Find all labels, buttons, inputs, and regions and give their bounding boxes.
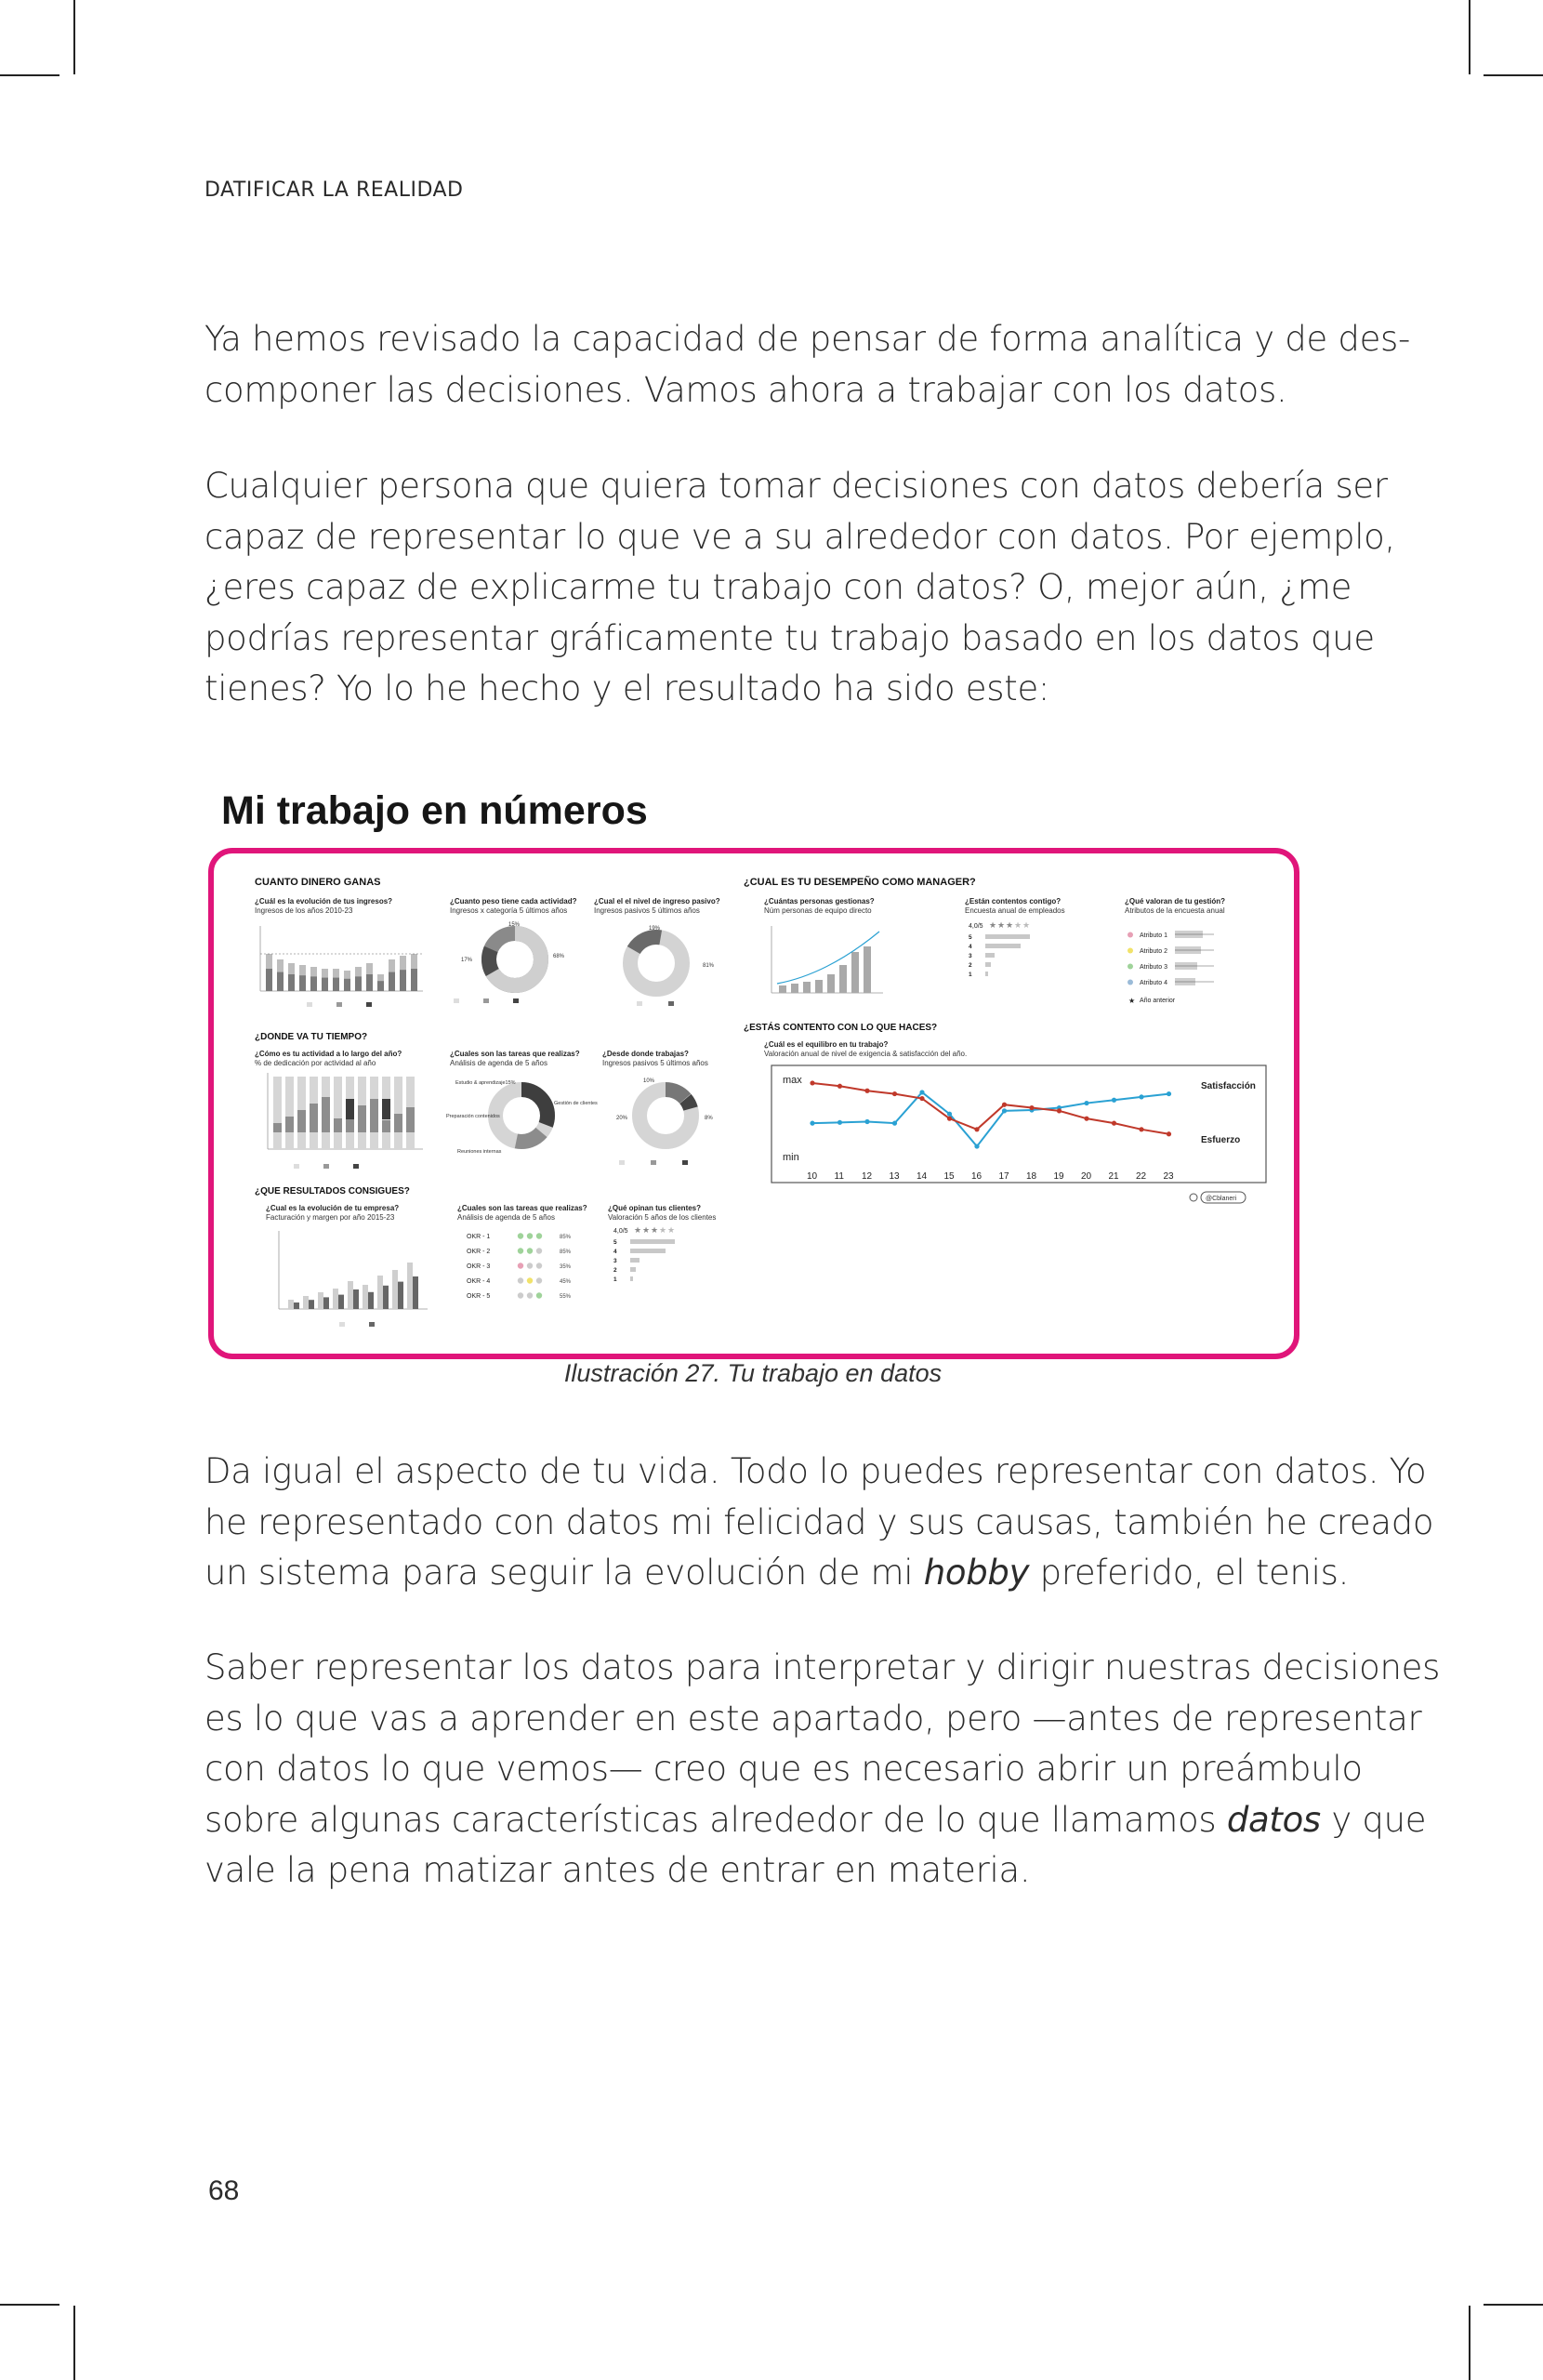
watermark-text: @Cblaneri [1206, 1196, 1237, 1202]
data-point [892, 1091, 897, 1096]
y-max-label: max [783, 1075, 802, 1086]
section-time-heading: ¿DONDE VA TU TIEMPO? [255, 1032, 368, 1042]
text-line: he representado con datos mi felicidad y sus causas, también he creado [204, 1501, 1434, 1542]
income-bar [310, 976, 317, 991]
data-point [1002, 1103, 1007, 1107]
attribute-dot [1128, 948, 1133, 954]
stacked-bar [285, 1077, 294, 1149]
text-segment: un sistema para seguir la evolución de mi [204, 1553, 924, 1593]
paragraph-4 [204, 1643, 1441, 1897]
text-line: capaz de representar lo que ve a su alrededor con datos. Por ejemplo, [204, 516, 1395, 557]
okr-dot [527, 1292, 533, 1298]
time-q3: ¿Desde donde trabajas? [602, 1050, 689, 1058]
data-point [974, 1127, 979, 1131]
okr-dot [527, 1248, 533, 1253]
okr-dot [527, 1233, 533, 1238]
paragraph-2 [204, 461, 1395, 715]
x-tick-label: 20 [1081, 1171, 1092, 1182]
x-tick-label: 14 [917, 1171, 928, 1182]
time-q2: ¿Cuales son las tareas que realizas? [450, 1050, 580, 1058]
stacked-bar [273, 1123, 282, 1132]
money-q1: ¿Cuál es la evolución de tus ingresos? [255, 897, 393, 906]
margin-bar [398, 1282, 403, 1309]
figure-caption: Ilustración 27. Tu trabajo en datos [563, 1359, 943, 1387]
running-header: DATIFICAR LA REALIDAD [204, 178, 464, 202]
rating-row-label: 3 [969, 953, 972, 959]
okr-value: 55% [560, 1294, 572, 1300]
x-tick-label: 11 [834, 1171, 844, 1182]
data-point [1002, 1108, 1007, 1113]
revenue-bar [303, 1296, 309, 1309]
results-q1-sub: Facturación y margen por año 2015-23 [266, 1213, 395, 1222]
star-icon: ★ [1022, 920, 1031, 930]
okr-value: 85% [560, 1235, 572, 1240]
section-manager-heading: ¿CUAL ES TU DESEMPEÑO COMO MANAGER? [744, 877, 976, 888]
okr-value: 35% [560, 1264, 572, 1270]
text-segment: preferido, el tenis. [1029, 1553, 1350, 1593]
data-point [864, 1089, 869, 1093]
results-q3-sub: Valoración 5 años de los clientes [608, 1213, 717, 1222]
star-icon: ★ [651, 1225, 659, 1235]
money-q2: ¿Cuanto peso tiene cada actividad? [450, 897, 577, 906]
star-icon: ★ [659, 1225, 667, 1235]
text-line: Da igual el aspecto de tu vida. Todo lo puedes representar con datos. Yo [204, 1451, 1427, 1491]
time-q1: ¿Cómo es tu actividad a lo largo del año? [255, 1050, 402, 1058]
series-label-effort: Esfuerzo [1201, 1135, 1241, 1145]
x-tick-label: 12 [862, 1171, 873, 1182]
revenue-bar [318, 1292, 323, 1309]
text-line: Saber representar los datos para interpretar y dirigir nuestras decisiones [204, 1647, 1441, 1687]
stacked-bar [382, 1120, 390, 1132]
okr-label: OKR - 4 [467, 1278, 491, 1285]
stacked-bar [394, 1114, 402, 1132]
rating-row-label: 5 [613, 1239, 617, 1246]
legend-swatch [307, 1002, 312, 1007]
donut-label: Estudio & aprendizaje15% [455, 1080, 516, 1086]
text-line [204, 1548, 1350, 1599]
data-point [947, 1112, 952, 1117]
results-q2-sub: Análisis de agenda de 5 años [457, 1213, 555, 1222]
revenue-bar [333, 1289, 338, 1309]
x-tick-label: 23 [1163, 1171, 1174, 1182]
tasks-donut [446, 1079, 598, 1155]
team-bar [864, 946, 871, 993]
stacked-bar [334, 1118, 342, 1132]
manager-q3-sub: Atributos de la encuesta anual [1125, 906, 1225, 915]
data-point [1139, 1127, 1143, 1131]
okr-dot [527, 1277, 533, 1283]
donut-label: 68% [553, 954, 565, 959]
donut-label: Preparación contenidos [446, 1114, 500, 1119]
rating-bar [630, 1267, 636, 1272]
legend-swatch [339, 1322, 345, 1327]
attribute-label: Atributo 4 [1140, 980, 1167, 986]
rating-bar [630, 1258, 640, 1263]
rating-bar [985, 972, 988, 976]
attribute-dot [1128, 932, 1133, 938]
rating-score: 4,0/5 [613, 1228, 628, 1235]
team-bar [851, 952, 859, 993]
stacked-bar [394, 1077, 402, 1149]
attribute-label: Atributo 3 [1140, 964, 1167, 971]
okr-dot [518, 1233, 523, 1238]
stacked-bar [273, 1077, 282, 1149]
margin-bar [309, 1300, 314, 1309]
margin-bar [353, 1289, 359, 1309]
team-bar [827, 974, 835, 993]
okr-dot [518, 1277, 523, 1283]
money-q1-sub: Ingresos de los años 2010-23 [255, 906, 353, 915]
rating-bar [985, 962, 991, 967]
stacked-bar [285, 1117, 294, 1132]
text-line: componer las decisiones. Vamos ahora a trabajar con los datos. [204, 369, 1287, 410]
content-q1-sub: Valoración anual de nivel de exigencia & satisfacción del año. [764, 1050, 968, 1058]
team-size-chart [772, 926, 883, 993]
revenue-bar [348, 1281, 353, 1309]
income-bar [333, 978, 339, 991]
data-point [892, 1121, 897, 1126]
data-point [1057, 1108, 1062, 1113]
text-line [204, 1795, 1427, 1846]
legend-marker: ★ [1128, 997, 1136, 1005]
income-bar [400, 970, 406, 991]
team-bar [839, 965, 847, 993]
crop-mark [1469, 2306, 1470, 2380]
balance-line-chart [772, 1065, 1266, 1183]
y-min-label: min [783, 1152, 799, 1163]
revenue-bars [279, 1231, 428, 1327]
chart-frame [772, 1065, 1266, 1183]
x-tick-label: 21 [1108, 1171, 1119, 1182]
income-bar [277, 972, 284, 991]
star-icon: ★ [634, 1225, 642, 1235]
data-point [837, 1084, 842, 1089]
donut-label: 8% [705, 1116, 713, 1121]
rating-bar [630, 1239, 675, 1244]
x-tick-label: 16 [971, 1171, 983, 1182]
x-tick-label: 13 [889, 1171, 900, 1182]
okr-value: 45% [560, 1279, 572, 1285]
money-q3-sub: Ingresos pasivos 5 últimos años [594, 906, 700, 915]
revenue-bar [288, 1300, 294, 1309]
okr-dot [536, 1263, 542, 1268]
x-tick-label: 19 [1053, 1171, 1064, 1182]
stacked-bar [370, 1099, 378, 1132]
figure-title: Mi trabajo en números [221, 788, 648, 833]
attributes-chart [1128, 931, 1214, 1005]
okr-dot [527, 1263, 533, 1268]
results-q2: ¿Cuales son las tareas que realizas? [457, 1204, 587, 1212]
text-segment: y que [1320, 1799, 1427, 1840]
data-point [947, 1117, 952, 1121]
paragraph-1 [204, 314, 1411, 416]
data-point [1084, 1117, 1088, 1121]
okr-label: OKR - 5 [467, 1293, 491, 1300]
okr-dot [518, 1292, 523, 1298]
x-tick-label: 22 [1136, 1171, 1147, 1182]
okr-list [467, 1233, 572, 1300]
manager-q1-sub: Núm personas de equipo directo [764, 906, 872, 915]
text-line: podrías representar gráficamente tu trabajo basado en los datos que [204, 617, 1375, 658]
crop-mark [73, 2306, 75, 2380]
results-q1: ¿Cual es la evolución de tu empresa? [266, 1204, 400, 1212]
income-bar [355, 976, 362, 991]
data-point [919, 1096, 924, 1101]
stacked-bar [322, 1097, 330, 1132]
data-point [1112, 1121, 1116, 1126]
stacked-bar [358, 1105, 366, 1132]
revenue-bar [392, 1270, 398, 1309]
rating-row-label: 5 [969, 934, 972, 941]
emphasis: hobby [923, 1553, 1030, 1593]
watermark [1190, 1192, 1246, 1203]
donut-label: Gestión de clientes [554, 1101, 598, 1106]
text-line: Cualquier persona que quiera tomar decisiones con datos debería ser [204, 466, 1388, 506]
rating-bar [985, 934, 1030, 939]
donut-label: 17% [461, 958, 473, 963]
section-content-heading: ¿ESTÁS CONTENTO CON LO QUE HACES? [744, 1023, 938, 1033]
okr-dot [536, 1248, 542, 1253]
income-bar [344, 979, 350, 991]
star-icon: ★ [1014, 920, 1022, 930]
time-q3-sub: Ingresos pasivos 5 últimos años [602, 1059, 708, 1067]
donut-label: 20% [616, 1116, 628, 1121]
page-number: 68 [208, 2175, 240, 2206]
income-bar [366, 974, 373, 991]
rating-bar [985, 953, 995, 958]
donut-label: 15% [508, 922, 521, 928]
rating-row-label: 3 [613, 1258, 617, 1264]
legend-swatch [369, 1322, 375, 1327]
legend-swatch [353, 1164, 359, 1169]
revenue-bar [407, 1263, 413, 1309]
text-line: tienes? Yo lo he hecho y el resultado ha sido este: [204, 668, 1050, 708]
rating-row-label: 1 [969, 972, 972, 978]
rating-bar [630, 1276, 633, 1281]
crop-mark [0, 74, 59, 76]
manager-q2: ¿Están contentos contigo? [965, 897, 1062, 906]
income-bar [389, 972, 395, 991]
x-tick-label: 10 [807, 1171, 818, 1182]
okr-dot [536, 1233, 542, 1238]
rating-row-label: 2 [969, 962, 972, 969]
rating-row-label: 1 [613, 1276, 617, 1283]
money-q2-sub: Ingresos x categoría 5 últimos años [450, 906, 568, 915]
crop-mark [1484, 74, 1543, 76]
manager-q1: ¿Cuántas personas gestionas? [764, 897, 875, 906]
activity-donut [454, 922, 565, 1003]
margin-bar [368, 1292, 374, 1309]
content-q1: ¿Cuál es el equilibro en tu trabajo? [764, 1040, 889, 1049]
revenue-bar [377, 1276, 383, 1309]
margin-bar [294, 1302, 299, 1309]
stacked-bar [406, 1107, 415, 1132]
text-line: Ya hemos revisado la capacidad de pensar de forma analítica y de des- [204, 319, 1411, 359]
data-point [1167, 1131, 1171, 1136]
text-line: es lo que vas a aprender en este apartado, pero —antes de representar [204, 1698, 1422, 1739]
donut-label: 81% [703, 963, 715, 969]
data-point [1139, 1094, 1143, 1099]
margin-bar [413, 1276, 418, 1309]
donut-label: 10% [643, 1078, 655, 1084]
crop-mark [73, 0, 75, 74]
margin-bar [338, 1295, 344, 1309]
star-icon: ★ [642, 1225, 651, 1235]
okr-label: OKR - 3 [467, 1263, 491, 1270]
data-point [837, 1120, 842, 1125]
client-ratings [613, 1225, 675, 1283]
text-line: con datos lo que vemos— creo que es necesario abrir un preámbulo [204, 1749, 1363, 1789]
attribute-dot [1128, 964, 1133, 970]
margin-bar [323, 1297, 329, 1309]
employee-ratings [969, 920, 1030, 978]
income-bar [288, 974, 295, 991]
workplace-donut [616, 1078, 713, 1165]
data-point [810, 1080, 814, 1085]
income-bar [377, 981, 384, 991]
legend-swatch [294, 1164, 299, 1169]
legend-label: Año anterior [1140, 998, 1176, 1004]
legend-swatch [323, 1164, 329, 1169]
data-point [864, 1119, 869, 1124]
stacked-bar [346, 1099, 354, 1119]
okr-label: OKR - 1 [467, 1234, 491, 1240]
data-point [974, 1144, 979, 1148]
section-results-heading: ¿QUE RESULTADOS CONSIGUES? [255, 1186, 410, 1197]
margin-bar [383, 1286, 389, 1309]
crop-mark [1484, 2304, 1543, 2306]
dashboard-figure [208, 848, 1299, 1359]
data-point [810, 1121, 814, 1126]
attribute-dot [1128, 980, 1133, 985]
attribute-label: Atributo 1 [1140, 932, 1167, 939]
manager-q3: ¿Qué valoran de tu gestión? [1125, 897, 1226, 906]
revenue-bar [363, 1285, 368, 1309]
team-bar [779, 985, 786, 993]
text-segment: sobre algunas características alrededor de lo que llamamos [204, 1799, 1227, 1840]
money-q3: ¿Cual el el nivel de ingreso pasivo? [594, 897, 720, 906]
x-tick-label: 18 [1026, 1171, 1037, 1182]
results-q3: ¿Qué opinan tus clientes? [608, 1204, 702, 1212]
okr-dot [518, 1263, 523, 1268]
stacked-bar [334, 1077, 342, 1149]
section-money-heading: CUANTO DINERO GANAS [255, 877, 381, 888]
text-line: ¿eres capaz de explicarme tu trabajo con datos? O, mejor aún, ¿me [204, 567, 1352, 607]
data-point [1084, 1101, 1088, 1105]
stacked-bar [382, 1099, 390, 1119]
income-bar [411, 969, 417, 991]
okr-dot [518, 1248, 523, 1253]
legend-swatch [336, 1002, 342, 1007]
series-label-satisfaction: Satisfacción [1201, 1081, 1256, 1091]
income-bar [266, 969, 272, 991]
okr-value: 85% [560, 1250, 572, 1255]
time-q2-sub: Análisis de agenda de 5 años [450, 1059, 547, 1067]
manager-q2-sub: Encuesta anual de empleados [965, 906, 1065, 915]
star-icon: ★ [1006, 920, 1014, 930]
income-bar-chart [260, 926, 423, 1007]
data-point [1112, 1098, 1116, 1103]
crop-mark [0, 2304, 59, 2306]
text-line: vale la pena matizar antes de entrar en materia. [204, 1850, 1031, 1890]
income-bar [322, 978, 328, 991]
data-point [1029, 1105, 1034, 1110]
team-bar [815, 980, 823, 993]
time-q1-sub: % de dedicación por actividad al año [255, 1059, 376, 1067]
paragraph-3 [204, 1447, 1434, 1599]
emphasis: datos [1226, 1799, 1321, 1840]
donut-label: 19% [649, 926, 661, 932]
data-point [919, 1090, 924, 1094]
donut-label: Reuniones internas [457, 1149, 502, 1155]
rating-bar [630, 1249, 666, 1253]
legend-swatch [366, 1002, 372, 1007]
data-point [1167, 1091, 1171, 1096]
rating-row-label: 2 [613, 1267, 617, 1274]
okr-dot [536, 1277, 542, 1283]
team-bar [803, 982, 811, 993]
attribute-label: Atributo 2 [1140, 948, 1167, 955]
star-icon: ★ [989, 920, 997, 930]
rating-row-label: 4 [969, 944, 972, 950]
okr-dot [536, 1292, 542, 1298]
x-tick-label: 17 [998, 1171, 1009, 1182]
rating-score: 4,0/5 [969, 923, 983, 930]
income-bar [299, 975, 306, 991]
stacked-bar [310, 1104, 318, 1132]
team-bar [791, 984, 798, 993]
x-tick-label: 15 [943, 1171, 955, 1182]
crop-mark [1469, 0, 1470, 74]
rating-bar [985, 944, 1021, 948]
star-icon: ★ [667, 1225, 676, 1235]
star-icon: ★ [997, 920, 1006, 930]
okr-label: OKR - 2 [467, 1249, 491, 1255]
passive-income-donut [621, 926, 715, 1006]
stacked-bar [297, 1110, 306, 1132]
rating-row-label: 4 [613, 1249, 617, 1255]
activity-stacked-bars [268, 1073, 423, 1169]
